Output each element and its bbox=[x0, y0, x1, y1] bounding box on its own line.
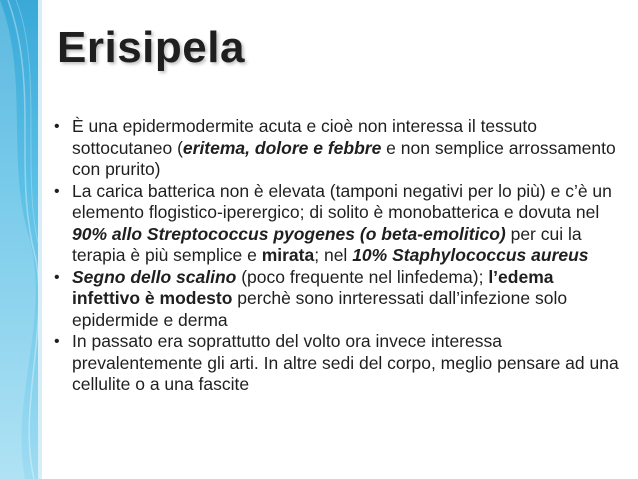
decorative-side-strip bbox=[0, 0, 40, 479]
bold-run: mirata bbox=[261, 245, 315, 265]
bullet-3 bbox=[54, 267, 619, 332]
text-run: e non semplice arrossamento con prurito) bbox=[72, 137, 616, 179]
bullet-dot: • bbox=[54, 333, 60, 350]
bullet-2 bbox=[54, 181, 619, 267]
emphasis-run: Segno dello scalino bbox=[72, 266, 237, 287]
bullet-text bbox=[72, 116, 619, 181]
bullet-dot: • bbox=[54, 118, 60, 135]
text-run: In passato era soprattutto del volto ora invece interessa prevalentemente gli arti. In altre sedi del corpo, meglio pensare ad una cellulite o a una fascite bbox=[72, 331, 619, 394]
bold-run: l’edema infettivo è modesto bbox=[72, 266, 554, 308]
emphasis-run: eritema, dolore e febbre bbox=[182, 137, 382, 158]
bullet-text bbox=[72, 331, 619, 396]
bullet-4 bbox=[54, 331, 619, 396]
bullet-text bbox=[72, 267, 619, 332]
slide-body bbox=[54, 116, 619, 396]
text-run: per cui la terapia è più semplice e bbox=[72, 223, 582, 265]
strip-divider bbox=[38, 0, 42, 479]
text-run: (poco frequente nel linfedema); bbox=[236, 266, 489, 287]
bullet-text bbox=[72, 181, 619, 267]
wave-pattern-icon bbox=[0, 0, 40, 479]
text-run: La carica batterica non è elevata (tamponi negativi per lo più) e c’è un elemento flogistico-iperergico; di solito è monobatterica e dovuta nel bbox=[72, 180, 612, 222]
text-run: perchè sono inrteressati dall’infezione solo epidermide e derma bbox=[72, 288, 568, 330]
bullet-dot: • bbox=[54, 268, 60, 286]
emphasis-run: 10% Staphylococcus aureus bbox=[352, 245, 589, 265]
bullet-1 bbox=[54, 116, 619, 181]
emphasis-run: 90% allo Streptococcus pyogenes (o beta-emolitico) bbox=[72, 223, 506, 244]
text-run: ; nel bbox=[314, 245, 353, 265]
bullet-dot: • bbox=[54, 182, 60, 200]
slide-title: Erisipela bbox=[57, 23, 245, 72]
text-run: È una epidermodermite acuta e cioè non interessa il tessuto sottocutaneo ( bbox=[72, 116, 537, 158]
